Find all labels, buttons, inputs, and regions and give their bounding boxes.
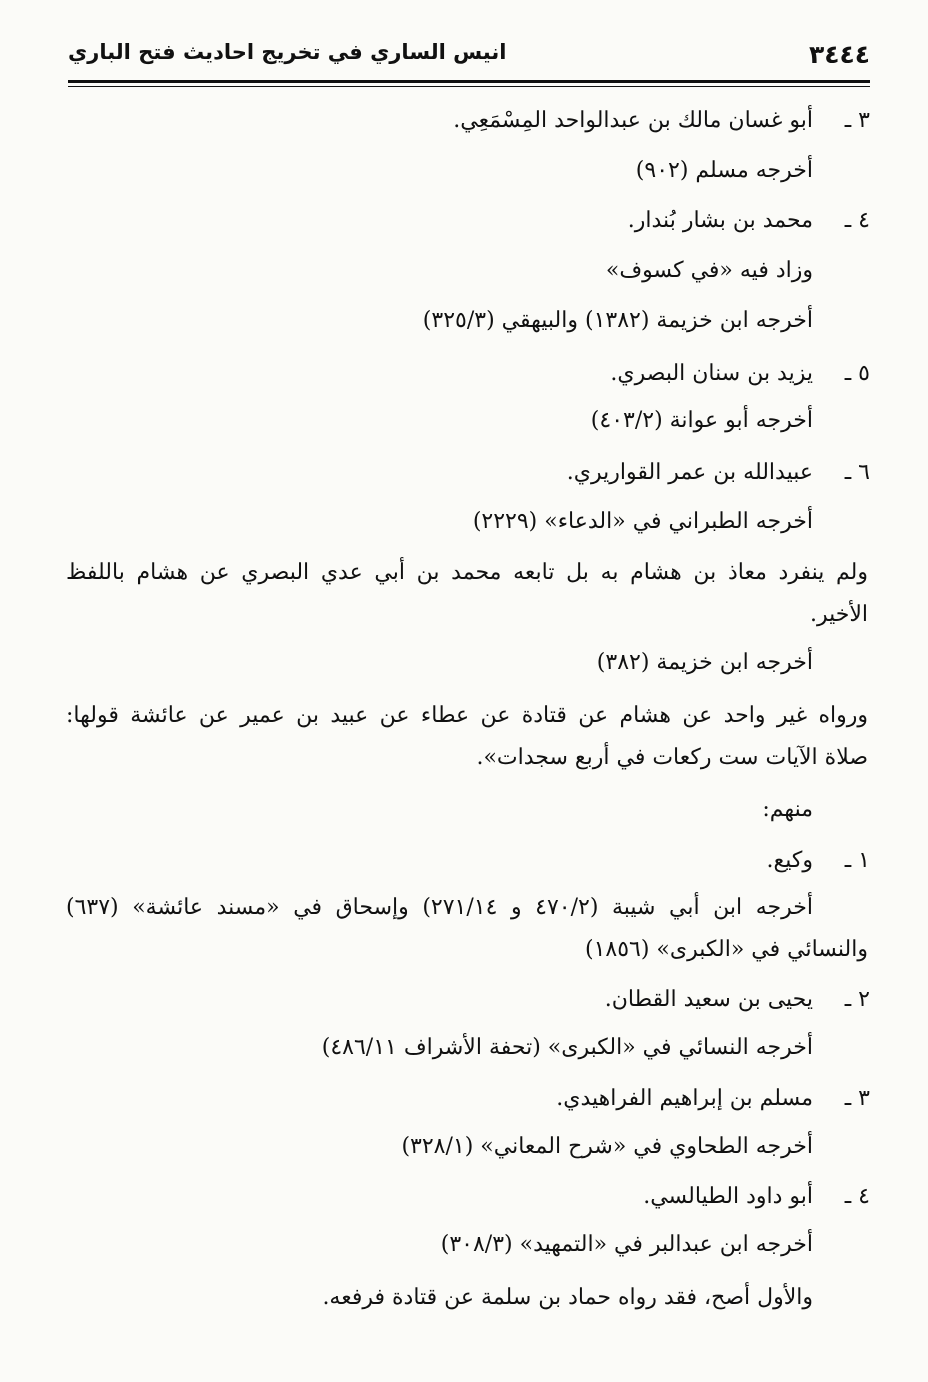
paragraph-line: صلاة الآيات ست ركعات في أربع سجدات». [476, 745, 868, 770]
narrator-line: أبو داود الطيالسي. [643, 1184, 813, 1209]
narrator-line: محمد بن بشار بُندار. [627, 208, 813, 233]
header-rule [68, 80, 870, 83]
page-number: ٣٤٤٤ [808, 40, 870, 69]
item-number: ٦ ـ [844, 460, 870, 485]
citation-line: أخرجه الطبراني في «الدعاء» (٢٢٢٩) [472, 509, 813, 534]
item-number: ٣ ـ [844, 108, 870, 133]
narrator-line: يزيد بن سنان البصري. [610, 361, 813, 386]
narrator-line: مسلم بن إبراهيم الفراهيدي. [556, 1086, 813, 1111]
item-number: ٤ ـ [844, 208, 870, 233]
citation-line: أخرجه النسائي في «الكبرى» (تحفة الأشراف ٤٨٦/١١) [321, 1035, 813, 1060]
citation-line: أخرجه الطحاوي في «شرح المعاني» (٣٢٨/١) [401, 1134, 813, 1159]
narrator-line: أبو غسان مالك بن عبدالواحد المِسْمَعِي. [453, 108, 813, 133]
citation-line: أخرجه ابن خزيمة (٣٨٢) [596, 650, 813, 675]
note-line: وزاد فيه «في كسوف» [605, 258, 813, 283]
item-number: ٥ ـ [844, 361, 870, 386]
subheading-line: منهم: [762, 797, 813, 822]
item-number: ٤ ـ [844, 1184, 870, 1209]
item-number: ٢ ـ [844, 987, 870, 1012]
citation-line: أخرجه ابن خزيمة (١٣٨٢) والبيهقي (٣٢٥/٣) [422, 308, 813, 333]
paragraph-line: ورواه غير واحد عن هشام عن قتادة عن عطاء عن عبيد بن عمير عن عائشة قولها: [66, 703, 868, 728]
narrator-line: عبيدالله بن عمر القواريري. [566, 460, 813, 485]
paragraph-line: الأخير. [809, 602, 868, 627]
citation-line: أخرجه أبو عوانة (٤٠٣/٢) [590, 408, 813, 433]
conclusion-line: والأول أصح، فقد رواه حماد بن سلمة عن قتادة فرفعه. [322, 1285, 813, 1310]
narrator-line: يحيى بن سعيد القطان. [604, 987, 813, 1012]
book-title: انيس الساري في تخريج احاديث فتح الباري [68, 40, 507, 64]
running-header [68, 38, 870, 82]
narrator-line: وكيع. [766, 848, 813, 873]
citation-line: والنسائي في «الكبرى» (١٨٥٦) [584, 937, 868, 962]
paragraph-line: ولم ينفرد معاذ بن هشام به بل تابعه محمد بن أبي عدي البصري عن هشام باللفظ [66, 560, 868, 585]
header-rule-thin [68, 86, 870, 87]
item-number: ١ ـ [844, 848, 870, 873]
citation-line: أخرجه ابن عبدالبر في «التمهيد» (٣٠٨/٣) [440, 1232, 813, 1257]
item-number: ٣ ـ [844, 1086, 870, 1111]
citation-line: أخرجه ابن أبي شيبة (٤٧٠/٢ و ٢٧١/١٤) وإسحاق في «مسند عائشة» (٦٣٧) [66, 895, 813, 920]
citation-line: أخرجه مسلم (٩٠٢) [635, 158, 813, 183]
